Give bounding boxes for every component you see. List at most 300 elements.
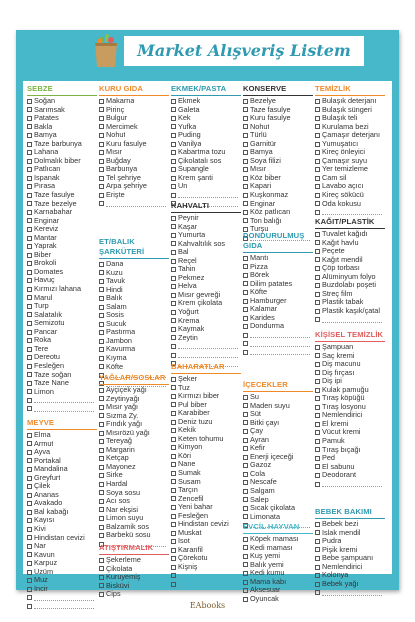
list-item[interactable]	[27, 457, 97, 466]
list-item[interactable]	[171, 148, 241, 157]
checkbox-icon[interactable]	[243, 210, 248, 215]
list-item[interactable]	[243, 182, 313, 191]
checkbox-icon[interactable]	[315, 167, 320, 172]
list-item[interactable]	[171, 503, 241, 512]
list-item[interactable]	[243, 513, 313, 522]
list-item[interactable]	[243, 148, 313, 157]
list-item[interactable]	[27, 234, 97, 243]
checkbox-icon[interactable]	[315, 556, 320, 561]
list-item[interactable]	[243, 191, 313, 200]
checkbox-icon[interactable]	[171, 335, 176, 340]
checkbox-icon[interactable]	[99, 533, 104, 538]
list-item[interactable]	[243, 305, 313, 314]
checkbox-icon[interactable]	[315, 292, 320, 297]
checkbox-icon[interactable]	[99, 322, 104, 327]
list-item[interactable]	[171, 106, 241, 115]
checkbox-icon[interactable]	[27, 552, 32, 557]
blank-entry-line[interactable]	[34, 603, 94, 609]
list-item[interactable]	[99, 386, 169, 395]
list-item[interactable]	[243, 339, 313, 348]
checkbox-icon[interactable]	[27, 99, 32, 104]
list-item[interactable]	[27, 251, 97, 260]
checkbox-icon[interactable]	[27, 510, 32, 515]
list-item[interactable]	[99, 303, 169, 312]
list-item[interactable]	[315, 546, 385, 555]
checkbox-icon[interactable]	[27, 570, 32, 575]
checkbox-icon[interactable]	[27, 518, 32, 523]
checkbox-icon[interactable]	[99, 356, 104, 361]
list-item[interactable]	[171, 435, 241, 444]
list-item[interactable]	[315, 256, 385, 265]
list-item[interactable]	[243, 461, 313, 470]
list-item[interactable]	[99, 123, 169, 132]
checkbox-icon[interactable]	[171, 250, 176, 255]
checkbox-icon[interactable]	[171, 159, 176, 164]
checkbox-icon[interactable]	[243, 480, 248, 485]
list-item[interactable]	[171, 342, 241, 351]
checkbox-icon[interactable]	[99, 193, 104, 198]
list-item[interactable]	[99, 565, 169, 574]
list-item[interactable]	[315, 131, 385, 140]
list-item[interactable]	[171, 443, 241, 452]
checkbox-icon[interactable]	[27, 441, 32, 446]
list-item[interactable]	[315, 281, 385, 290]
checkbox-icon[interactable]	[99, 507, 104, 512]
checkbox-icon[interactable]	[315, 422, 320, 427]
checkbox-icon[interactable]	[27, 304, 32, 309]
list-item[interactable]	[27, 542, 97, 551]
checkbox-icon[interactable]	[27, 107, 32, 112]
checkbox-icon[interactable]	[99, 287, 104, 292]
checkbox-icon[interactable]	[99, 396, 104, 401]
checkbox-icon[interactable]	[27, 253, 32, 258]
list-item[interactable]	[315, 463, 385, 472]
checkbox-icon[interactable]	[171, 344, 176, 349]
list-item[interactable]	[99, 582, 169, 591]
list-item[interactable]	[243, 427, 313, 436]
list-item[interactable]	[27, 405, 97, 414]
list-item[interactable]	[171, 265, 241, 274]
checkbox-icon[interactable]	[99, 305, 104, 310]
list-item[interactable]	[315, 165, 385, 174]
checkbox-icon[interactable]	[243, 316, 248, 321]
list-item[interactable]	[315, 182, 385, 191]
checkbox-icon[interactable]	[99, 330, 104, 335]
list-item[interactable]	[315, 437, 385, 446]
checkbox-icon[interactable]	[171, 514, 176, 519]
list-item[interactable]	[243, 561, 313, 570]
checkbox-icon[interactable]	[243, 395, 248, 400]
checkbox-icon[interactable]	[315, 430, 320, 435]
list-item[interactable]	[171, 495, 241, 504]
checkbox-icon[interactable]	[27, 176, 32, 181]
list-item[interactable]	[315, 97, 385, 106]
list-item[interactable]	[315, 140, 385, 149]
checkbox-icon[interactable]	[27, 312, 32, 317]
checkbox-icon[interactable]	[315, 396, 320, 401]
checkbox-icon[interactable]	[243, 281, 248, 286]
checkbox-icon[interactable]	[243, 514, 248, 519]
checkbox-icon[interactable]	[315, 300, 320, 305]
list-item[interactable]	[315, 428, 385, 437]
checkbox-icon[interactable]	[27, 458, 32, 463]
list-item[interactable]	[315, 230, 385, 239]
checkbox-icon[interactable]	[171, 582, 176, 587]
checkbox-icon[interactable]	[243, 333, 248, 338]
list-item[interactable]	[243, 131, 313, 140]
list-item[interactable]	[315, 106, 385, 115]
checkbox-icon[interactable]	[243, 350, 248, 355]
checkbox-icon[interactable]	[243, 455, 248, 460]
list-item[interactable]	[27, 191, 97, 200]
list-item[interactable]	[243, 331, 313, 340]
list-item[interactable]	[99, 429, 169, 438]
checkbox-icon[interactable]	[99, 482, 104, 487]
list-item[interactable]	[243, 453, 313, 462]
checkbox-icon[interactable]	[315, 565, 320, 570]
checkbox-icon[interactable]	[99, 448, 104, 453]
checkbox-icon[interactable]	[171, 505, 176, 510]
list-item[interactable]	[171, 191, 241, 200]
list-item[interactable]	[315, 420, 385, 429]
list-item[interactable]	[171, 274, 241, 283]
list-item[interactable]	[243, 106, 313, 115]
list-item[interactable]	[243, 478, 313, 487]
checkbox-icon[interactable]	[27, 210, 32, 215]
checkbox-icon[interactable]	[99, 142, 104, 147]
checkbox-icon[interactable]	[243, 571, 248, 576]
checkbox-icon[interactable]	[171, 176, 176, 181]
list-item[interactable]	[99, 506, 169, 515]
checkbox-icon[interactable]	[243, 446, 248, 451]
checkbox-icon[interactable]	[243, 489, 248, 494]
list-item[interactable]	[27, 148, 97, 157]
checkbox-icon[interactable]	[99, 364, 104, 369]
checkbox-icon[interactable]	[171, 428, 176, 433]
checkbox-icon[interactable]	[27, 321, 32, 326]
list-item[interactable]	[171, 375, 241, 384]
checkbox-icon[interactable]	[243, 264, 248, 269]
list-item[interactable]	[27, 499, 97, 508]
checkbox-icon[interactable]	[27, 201, 32, 206]
list-item[interactable]	[171, 580, 241, 589]
blank-entry-line[interactable]	[34, 406, 94, 412]
blank-entry-line[interactable]	[322, 481, 382, 487]
checkbox-icon[interactable]	[243, 588, 248, 593]
checkbox-icon[interactable]	[171, 224, 176, 229]
list-item[interactable]	[27, 388, 97, 397]
list-item[interactable]	[27, 114, 97, 123]
list-item[interactable]	[171, 537, 241, 546]
list-item[interactable]	[171, 460, 241, 469]
list-item[interactable]	[99, 454, 169, 463]
checkbox-icon[interactable]	[315, 582, 320, 587]
list-item[interactable]	[27, 319, 97, 328]
checkbox-icon[interactable]	[171, 318, 176, 323]
checkbox-icon[interactable]	[171, 276, 176, 281]
checkbox-icon[interactable]	[171, 167, 176, 172]
list-item[interactable]	[315, 529, 385, 538]
checkbox-icon[interactable]	[27, 347, 32, 352]
checkbox-icon[interactable]	[27, 295, 32, 300]
list-item[interactable]	[171, 469, 241, 478]
checkbox-icon[interactable]	[315, 370, 320, 375]
list-item[interactable]	[171, 248, 241, 257]
checkbox-icon[interactable]	[243, 324, 248, 329]
list-item[interactable]	[315, 273, 385, 282]
list-item[interactable]	[27, 276, 97, 285]
list-item[interactable]	[243, 487, 313, 496]
checkbox-icon[interactable]	[99, 431, 104, 436]
list-item[interactable]	[27, 165, 97, 174]
list-item[interactable]	[99, 97, 169, 106]
checkbox-icon[interactable]	[99, 279, 104, 284]
list-item[interactable]	[315, 563, 385, 572]
list-item[interactable]	[99, 148, 169, 157]
checkbox-icon[interactable]	[315, 388, 320, 393]
checkbox-icon[interactable]	[243, 167, 248, 172]
list-item[interactable]	[99, 269, 169, 278]
list-item[interactable]	[315, 208, 385, 217]
list-item[interactable]	[315, 480, 385, 489]
list-item[interactable]	[27, 585, 97, 594]
checkbox-icon[interactable]	[243, 159, 248, 164]
checkbox-icon[interactable]	[171, 522, 176, 527]
list-item[interactable]	[171, 157, 241, 166]
list-item[interactable]	[315, 239, 385, 248]
list-item[interactable]	[27, 285, 97, 294]
list-item[interactable]	[171, 563, 241, 572]
checkbox-icon[interactable]	[171, 488, 176, 493]
list-item[interactable]	[27, 602, 97, 611]
blank-entry-line[interactable]	[106, 201, 166, 207]
checkbox-icon[interactable]	[171, 454, 176, 459]
list-item[interactable]	[315, 377, 385, 386]
checkbox-icon[interactable]	[171, 233, 176, 238]
list-item[interactable]	[99, 531, 169, 540]
checkbox-icon[interactable]	[315, 547, 320, 552]
list-item[interactable]	[171, 351, 241, 360]
list-item[interactable]	[171, 299, 241, 308]
checkbox-icon[interactable]	[315, 309, 320, 314]
list-item[interactable]	[27, 431, 97, 440]
checkbox-icon[interactable]	[315, 530, 320, 535]
checkbox-icon[interactable]	[315, 249, 320, 254]
list-item[interactable]	[27, 140, 97, 149]
list-item[interactable]	[27, 225, 97, 234]
checkbox-icon[interactable]	[171, 402, 176, 407]
checkbox-icon[interactable]	[99, 107, 104, 112]
list-item[interactable]	[243, 535, 313, 544]
list-item[interactable]	[99, 363, 169, 372]
checkbox-icon[interactable]	[243, 554, 248, 559]
list-item[interactable]	[99, 590, 169, 599]
blank-entry-line[interactable]	[178, 573, 238, 579]
checkbox-icon[interactable]	[171, 420, 176, 425]
checkbox-icon[interactable]	[27, 287, 32, 292]
list-item[interactable]	[315, 394, 385, 403]
list-item[interactable]	[315, 571, 385, 580]
list-item[interactable]	[171, 123, 241, 132]
checkbox-icon[interactable]	[243, 99, 248, 104]
blank-entry-line[interactable]	[250, 341, 310, 347]
list-item[interactable]	[99, 320, 169, 329]
checkbox-icon[interactable]	[171, 377, 176, 382]
checkbox-icon[interactable]	[243, 597, 248, 602]
checkbox-icon[interactable]	[99, 465, 104, 470]
list-item[interactable]	[315, 446, 385, 455]
checkbox-icon[interactable]	[315, 133, 320, 138]
checkbox-icon[interactable]	[27, 587, 32, 592]
list-item[interactable]	[243, 200, 313, 209]
checkbox-icon[interactable]	[27, 450, 32, 455]
checkbox-icon[interactable]	[27, 236, 32, 241]
checkbox-icon[interactable]	[171, 327, 176, 332]
checkbox-icon[interactable]	[243, 506, 248, 511]
checkbox-icon[interactable]	[171, 310, 176, 315]
checkbox-icon[interactable]	[243, 438, 248, 443]
list-item[interactable]	[171, 520, 241, 529]
checkbox-icon[interactable]	[27, 544, 32, 549]
blank-entry-line[interactable]	[322, 317, 382, 323]
checkbox-icon[interactable]	[99, 133, 104, 138]
list-item[interactable]	[243, 436, 313, 445]
checkbox-icon[interactable]	[315, 240, 320, 245]
list-item[interactable]	[171, 512, 241, 521]
list-item[interactable]	[171, 174, 241, 183]
checkbox-icon[interactable]	[99, 124, 104, 129]
list-item[interactable]	[99, 403, 169, 412]
checkbox-icon[interactable]	[27, 142, 32, 147]
list-item[interactable]	[315, 123, 385, 132]
checkbox-icon[interactable]	[27, 561, 32, 566]
list-item[interactable]	[315, 537, 385, 546]
list-item[interactable]	[99, 514, 169, 523]
checkbox-icon[interactable]	[171, 301, 176, 306]
checkbox-icon[interactable]	[243, 133, 248, 138]
checkbox-icon[interactable]	[171, 193, 176, 198]
checkbox-icon[interactable]	[243, 184, 248, 189]
checkbox-icon[interactable]	[243, 341, 248, 346]
checkbox-icon[interactable]	[171, 445, 176, 450]
checkbox-icon[interactable]	[99, 456, 104, 461]
checkbox-icon[interactable]	[171, 471, 176, 476]
list-item[interactable]	[315, 403, 385, 412]
checkbox-icon[interactable]	[27, 270, 32, 275]
checkbox-icon[interactable]	[27, 338, 32, 343]
list-item[interactable]	[99, 446, 169, 455]
list-item[interactable]	[171, 426, 241, 435]
list-item[interactable]	[27, 362, 97, 371]
list-item[interactable]	[315, 247, 385, 256]
list-item[interactable]	[315, 148, 385, 157]
list-item[interactable]	[171, 418, 241, 427]
list-item[interactable]	[171, 214, 241, 223]
list-item[interactable]	[27, 474, 97, 483]
checkbox-icon[interactable]	[171, 99, 176, 104]
checkbox-icon[interactable]	[315, 257, 320, 262]
list-item[interactable]	[99, 412, 169, 421]
list-item[interactable]	[27, 174, 97, 183]
checkbox-icon[interactable]	[171, 216, 176, 221]
checkbox-icon[interactable]	[315, 447, 320, 452]
checkbox-icon[interactable]	[27, 484, 32, 489]
checkbox-icon[interactable]	[243, 412, 248, 417]
list-item[interactable]	[315, 580, 385, 589]
checkbox-icon[interactable]	[243, 403, 248, 408]
list-item[interactable]	[99, 106, 169, 115]
list-item[interactable]	[171, 223, 241, 232]
checkbox-icon[interactable]	[27, 167, 32, 172]
checkbox-icon[interactable]	[171, 124, 176, 129]
checkbox-icon[interactable]	[99, 99, 104, 104]
list-item[interactable]	[99, 191, 169, 200]
checkbox-icon[interactable]	[27, 527, 32, 532]
list-item[interactable]	[99, 420, 169, 429]
list-item[interactable]	[171, 291, 241, 300]
checkbox-icon[interactable]	[27, 381, 32, 386]
list-item[interactable]	[315, 298, 385, 307]
list-item[interactable]	[27, 157, 97, 166]
checkbox-icon[interactable]	[171, 573, 176, 578]
checkbox-icon[interactable]	[171, 107, 176, 112]
checkbox-icon[interactable]	[27, 398, 32, 403]
list-item[interactable]	[171, 392, 241, 401]
list-item[interactable]	[99, 294, 169, 303]
list-item[interactable]	[315, 200, 385, 209]
blank-entry-line[interactable]	[250, 349, 310, 355]
checkbox-icon[interactable]	[27, 355, 32, 360]
list-item[interactable]	[27, 182, 97, 191]
blank-entry-line[interactable]	[250, 332, 310, 338]
list-item[interactable]	[99, 395, 169, 404]
list-item[interactable]	[171, 529, 241, 538]
checkbox-icon[interactable]	[171, 531, 176, 536]
checkbox-icon[interactable]	[99, 516, 104, 521]
list-item[interactable]	[27, 353, 97, 362]
list-item[interactable]	[99, 182, 169, 191]
checkbox-icon[interactable]	[27, 595, 32, 600]
checkbox-icon[interactable]	[315, 210, 320, 215]
list-item[interactable]	[243, 254, 313, 263]
list-item[interactable]	[315, 191, 385, 200]
list-item[interactable]	[27, 508, 97, 517]
list-item[interactable]	[27, 440, 97, 449]
checkbox-icon[interactable]	[99, 347, 104, 352]
list-item[interactable]	[243, 140, 313, 149]
checkbox-icon[interactable]	[171, 142, 176, 147]
checkbox-icon[interactable]	[171, 565, 176, 570]
checkbox-icon[interactable]	[99, 473, 104, 478]
checkbox-icon[interactable]	[27, 364, 32, 369]
checkbox-icon[interactable]	[99, 296, 104, 301]
checkbox-icon[interactable]	[171, 116, 176, 121]
list-item[interactable]	[27, 371, 97, 380]
checkbox-icon[interactable]	[27, 218, 32, 223]
list-item[interactable]	[27, 242, 97, 251]
list-item[interactable]	[27, 576, 97, 585]
list-item[interactable]	[243, 578, 313, 587]
list-item[interactable]	[27, 396, 97, 405]
checkbox-icon[interactable]	[171, 284, 176, 289]
list-item[interactable]	[243, 586, 313, 595]
list-item[interactable]	[171, 140, 241, 149]
list-item[interactable]	[243, 496, 313, 505]
checkbox-icon[interactable]	[315, 413, 320, 418]
checkbox-icon[interactable]	[315, 473, 320, 478]
list-item[interactable]	[243, 595, 313, 604]
list-item[interactable]	[27, 593, 97, 602]
